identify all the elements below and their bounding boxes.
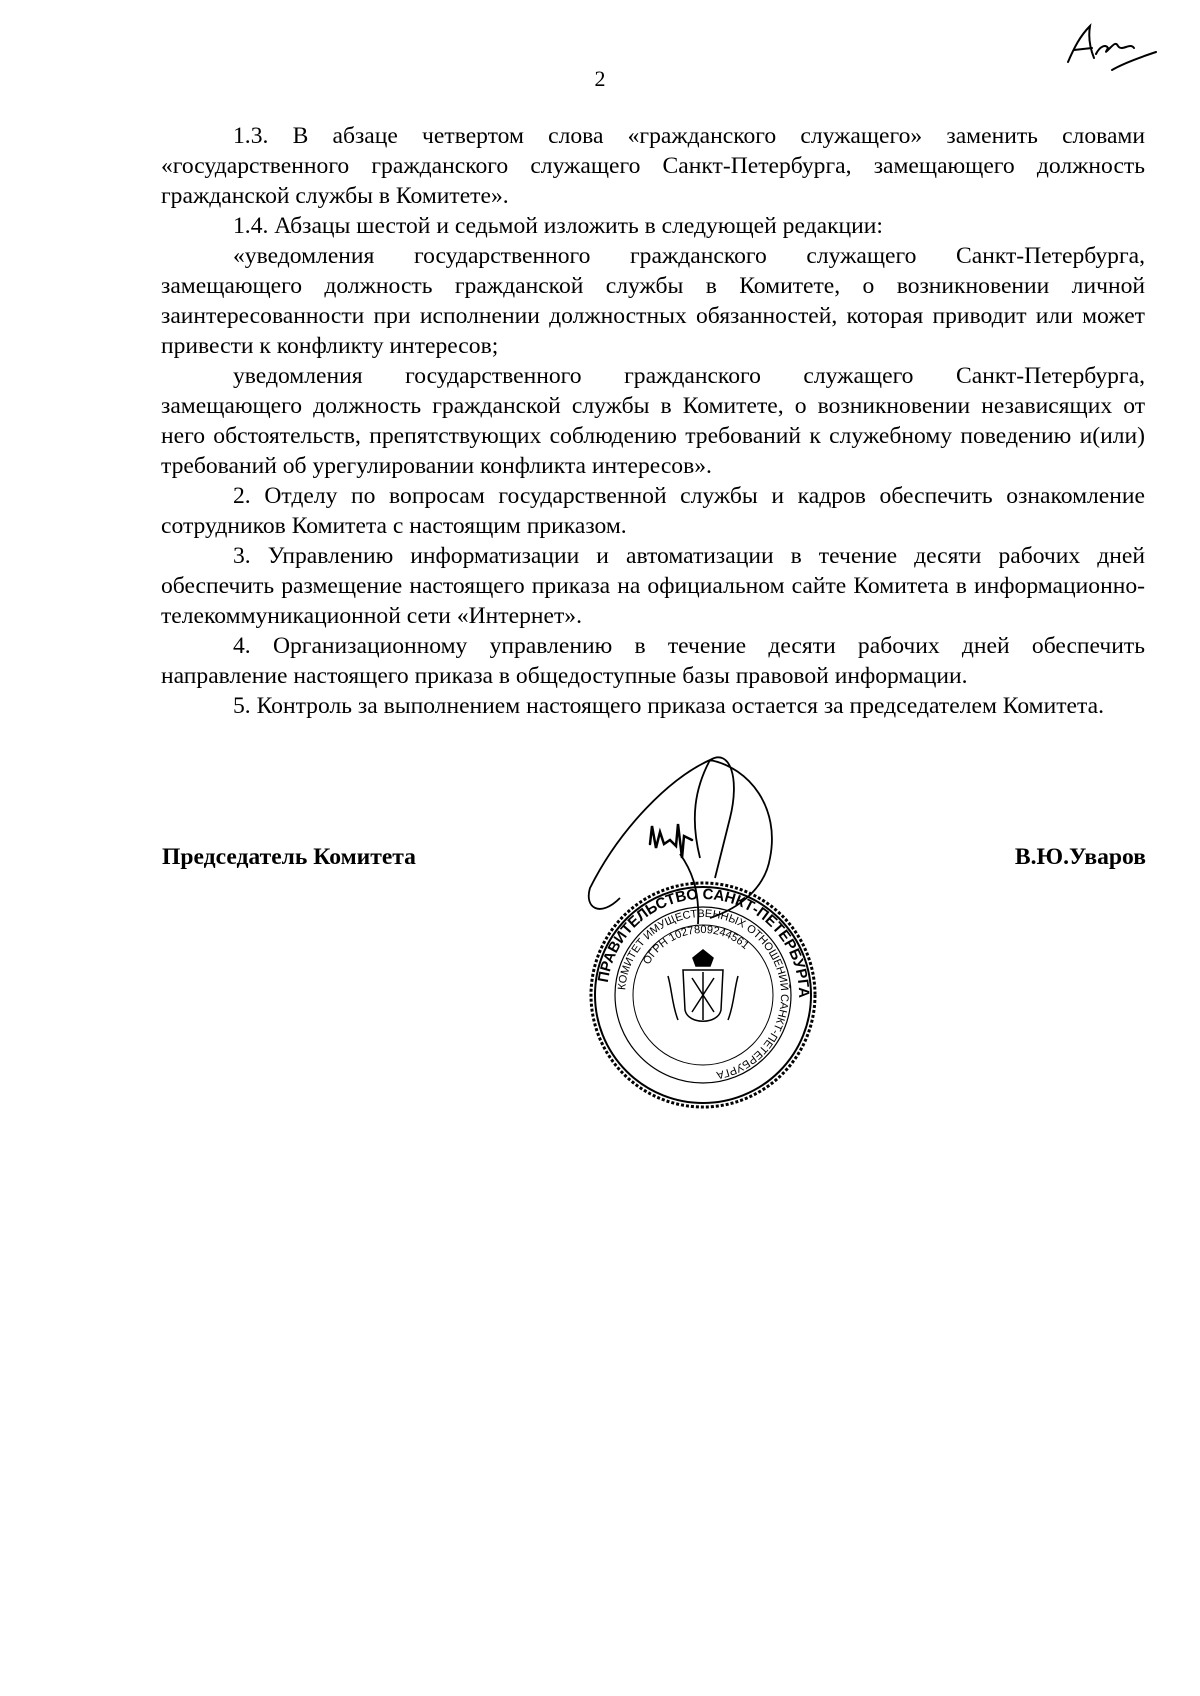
paragraph-4: 4. Организационному управлению в течение десяти рабочих дней обеспечить направление настоящего приказа в общедоступные базы правовой информации. (161, 633, 1145, 689)
paragraph-quote-1: «уведомления государственного гражданского служащего Санкт-Петербурга, замещающего должность гражданской службы в Комитете, о возникновении личной заинтересованности при исполнении должностных обязанностей, которая приводит или может привести к конфликту интересов; (161, 243, 1145, 359)
seal-outer-text: ПРАВИТЕЛЬСТВО САНКТ-ПЕТЕРБУРГА (594, 885, 813, 999)
coat-of-arms-icon (668, 950, 738, 1021)
seal-inner-text: КОМИТЕТ ИМУЩЕСТВЕННЫХ ОТНОШЕНИЙ САНКТ-ПЕТЕРБУРГА (616, 907, 791, 1081)
paragraph-1-3: 1.3. В абзаце четвертом слова «гражданского служащего» заменить словами «государственного гражданского служащего Санкт-Петербурга, замещающего должность гражданской службы в Комитете». (161, 123, 1145, 209)
document-body (161, 121, 1145, 721)
page-number: 2 (594, 66, 606, 91)
paragraph-3: 3. Управлению информатизации и автоматизации в течение десяти рабочих дней обеспечить размещение настоящего приказа на официальном сайте Комитета в информационно-телекоммуникационной сети «Интернет». (161, 543, 1145, 629)
paragraph-quote-2: уведомления государственного гражданского служащего Санкт-Петербурга, замещающего должность гражданской службы в Комитете, о возникновении независящих от него обстоятельств, препятствующих соблюдению требований к служебному поведению и(или) требований об урегулировании конфликта интересов». (161, 363, 1145, 479)
paragraph-5: 5. Контроль за выполнением настоящего приказа остается за председателем Комитета. (233, 693, 1104, 719)
signatory-position: Председатель Комитета (162, 844, 416, 870)
paragraph-1-4: 1.4. Абзацы шестой и седьмой изложить в следующей редакции: (233, 213, 883, 239)
paragraph-2: 2. Отделу по вопросам государственной службы и кадров обеспечить ознакомление сотрудников Комитета с настоящим приказом. (161, 483, 1145, 539)
signatory-name: В.Ю.Уваров (1014, 844, 1146, 870)
seal-ogrn-text: ОГРН 1027809244561 (640, 923, 752, 967)
official-seal (588, 880, 818, 1110)
